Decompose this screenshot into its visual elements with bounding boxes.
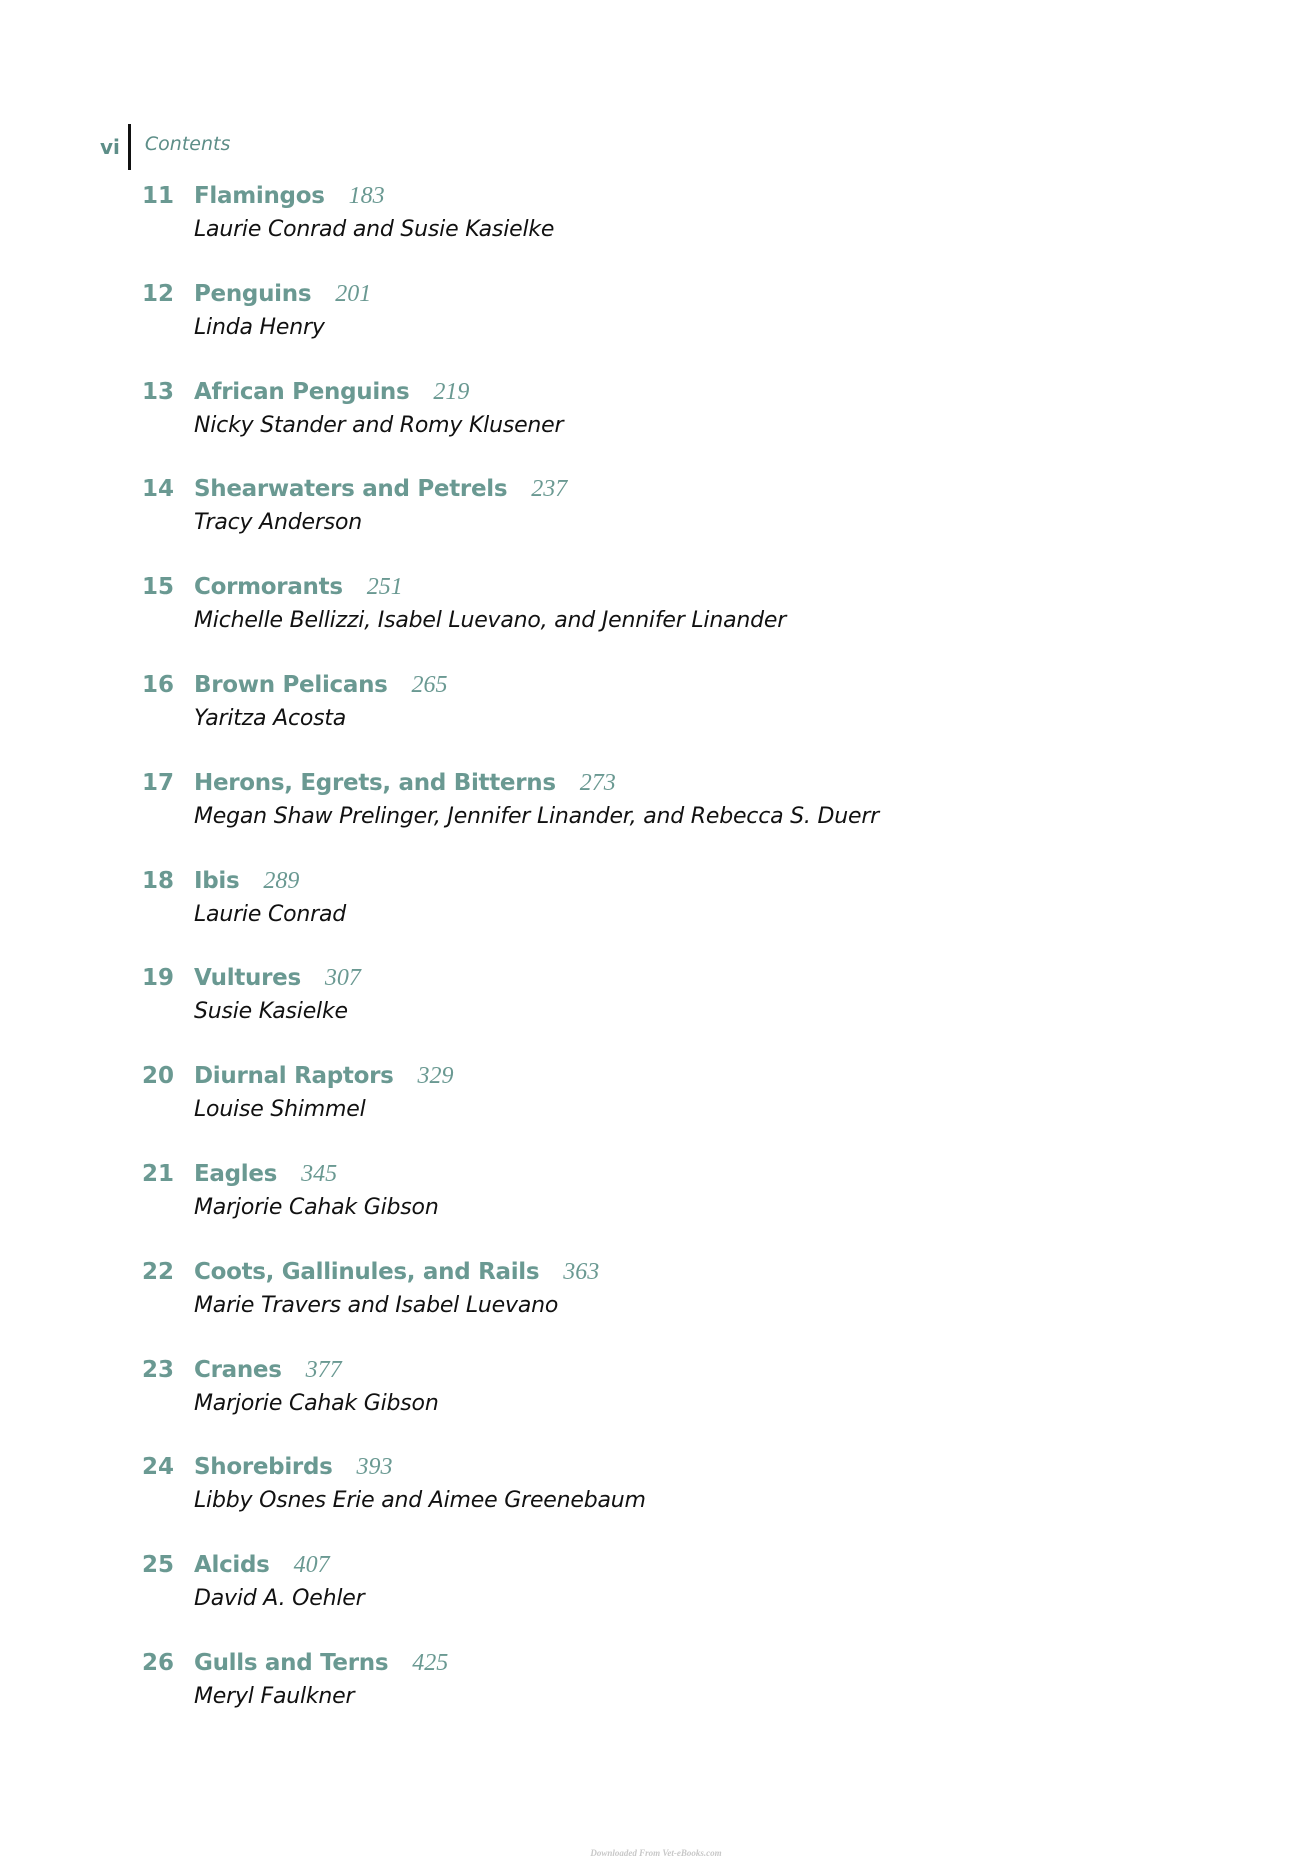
toc-entry <box>142 1650 879 1748</box>
chapter-authors: Marjorie Cahak Gibson <box>194 1390 439 1416</box>
chapter-authors: Megan Shaw Prelinger, Jennifer Linander, and Rebecca S. Duerr <box>194 803 880 829</box>
section-title: Contents <box>144 133 231 155</box>
toc-entry <box>142 1063 879 1161</box>
page-folio: vi <box>100 135 120 159</box>
toc-entry <box>142 1454 879 1552</box>
chapter-title: Shorebirds <box>194 1454 333 1481</box>
chapter-page-number: 237 <box>531 476 568 503</box>
chapter-authors: Louise Shimmel <box>194 1097 366 1123</box>
chapter-title: Cormorants <box>194 574 343 601</box>
chapter-title: Gulls and Terns <box>194 1649 389 1676</box>
toc-entry <box>142 1552 879 1650</box>
toc-entry <box>142 672 879 770</box>
chapter-authors: Laurie Conrad and Susie Kasielke <box>194 217 555 242</box>
chapter-authors: Laurie Conrad <box>194 901 347 927</box>
toc-entry-heading <box>142 672 879 704</box>
chapter-authors: Marie Travers and Isabel Luevano <box>194 1292 559 1318</box>
toc-entry-heading <box>142 770 879 802</box>
chapter-number: 16 <box>142 671 175 698</box>
toc-entry-heading <box>142 476 879 508</box>
running-head <box>100 124 230 170</box>
chapter-page-number: 289 <box>263 867 300 894</box>
toc-entry-heading <box>142 574 879 606</box>
toc-entry <box>142 379 879 477</box>
chapter-authors: Nicky Stander and Romy Klusener <box>194 412 564 438</box>
chapter-page-number: 273 <box>579 769 616 796</box>
toc-entry-heading <box>142 379 879 411</box>
toc-entry <box>142 1357 879 1455</box>
chapter-title: Coots, Gallinules, and Rails <box>194 1258 540 1285</box>
chapter-number: 24 <box>142 1454 175 1481</box>
toc-entry <box>142 183 879 281</box>
chapter-number: 21 <box>142 1160 175 1187</box>
chapter-page-number: 183 <box>348 183 385 209</box>
chapter-page-number: 363 <box>563 1258 600 1285</box>
toc-entry-heading <box>142 1259 879 1291</box>
chapter-number: 11 <box>142 183 175 209</box>
chapter-title: Herons, Egrets, and Bitterns <box>194 769 556 796</box>
toc-entry-heading <box>142 183 879 215</box>
toc-entry <box>142 770 879 868</box>
chapter-page-number: 425 <box>412 1649 449 1676</box>
chapter-number: 20 <box>142 1063 175 1090</box>
chapter-number: 12 <box>142 280 175 307</box>
chapter-page-number: 251 <box>366 574 403 601</box>
chapter-title: Alcids <box>194 1552 270 1579</box>
chapter-title: Cranes <box>194 1356 282 1383</box>
chapter-authors: Yaritza Acosta <box>194 705 347 731</box>
toc-entry <box>142 1259 879 1357</box>
chapter-page-number: 219 <box>433 378 470 405</box>
chapter-authors: David A. Oehler <box>194 1586 365 1612</box>
toc-entry-heading <box>142 1357 879 1389</box>
chapter-number: 26 <box>142 1649 175 1676</box>
chapter-authors: Meryl Faulkner <box>194 1683 355 1709</box>
chapter-title: Flamingos <box>194 183 325 209</box>
chapter-number: 18 <box>142 867 175 894</box>
chapter-authors: Linda Henry <box>194 314 325 340</box>
chapter-page-number: 393 <box>356 1454 393 1481</box>
chapter-authors: Tracy Anderson <box>194 510 362 536</box>
chapter-page-number: 329 <box>417 1063 454 1090</box>
toc-entry-heading <box>142 1161 879 1193</box>
chapter-page-number: 265 <box>411 671 448 698</box>
chapter-number: 15 <box>142 574 175 601</box>
chapter-title: Vultures <box>194 965 301 992</box>
toc-entry-heading <box>142 1063 879 1095</box>
chapter-number: 17 <box>142 769 175 796</box>
chapter-page-number: 307 <box>324 965 361 992</box>
chapter-page-number: 407 <box>293 1552 330 1579</box>
chapter-number: 23 <box>142 1356 175 1383</box>
toc-entry <box>142 476 879 574</box>
toc-entry <box>142 574 879 672</box>
toc-entry-heading <box>142 868 879 900</box>
chapter-page-number: 201 <box>335 280 372 307</box>
chapter-title: Brown Pelicans <box>194 671 388 698</box>
chapter-authors: Michelle Bellizzi, Isabel Luevano, and Jennifer Linander <box>194 608 787 634</box>
chapter-title: Eagles <box>194 1160 278 1187</box>
chapter-number: 22 <box>142 1258 175 1285</box>
toc-entry-heading <box>142 1454 879 1486</box>
chapter-title: Penguins <box>194 280 312 307</box>
chapter-title: Diurnal Raptors <box>194 1063 394 1090</box>
toc-entry <box>142 281 879 379</box>
chapter-title: Ibis <box>194 867 240 894</box>
watermark: Downloaded From Vet-eBooks.com <box>590 1848 722 1858</box>
chapter-page-number: 345 <box>301 1160 338 1187</box>
chapter-authors: Susie Kasielke <box>194 999 348 1025</box>
chapter-number: 19 <box>142 965 175 992</box>
toc-entry <box>142 965 879 1063</box>
toc-entry-heading <box>142 1650 879 1682</box>
toc-entry-heading <box>142 965 879 997</box>
chapter-authors: Libby Osnes Erie and Aimee Greenebaum <box>194 1488 646 1514</box>
chapter-page-number: 377 <box>305 1356 342 1383</box>
chapter-authors: Marjorie Cahak Gibson <box>194 1194 439 1220</box>
chapter-title: Shearwaters and Petrels <box>194 476 508 503</box>
chapter-number: 25 <box>142 1552 175 1579</box>
toc-entry-heading <box>142 281 879 313</box>
chapter-number: 14 <box>142 476 175 503</box>
table-of-contents <box>142 183 879 1748</box>
toc-entry-heading <box>142 1552 879 1584</box>
chapter-title: African Penguins <box>194 378 410 405</box>
chapter-number: 13 <box>142 378 175 405</box>
toc-entry <box>142 1161 879 1259</box>
toc-entry <box>142 868 879 966</box>
